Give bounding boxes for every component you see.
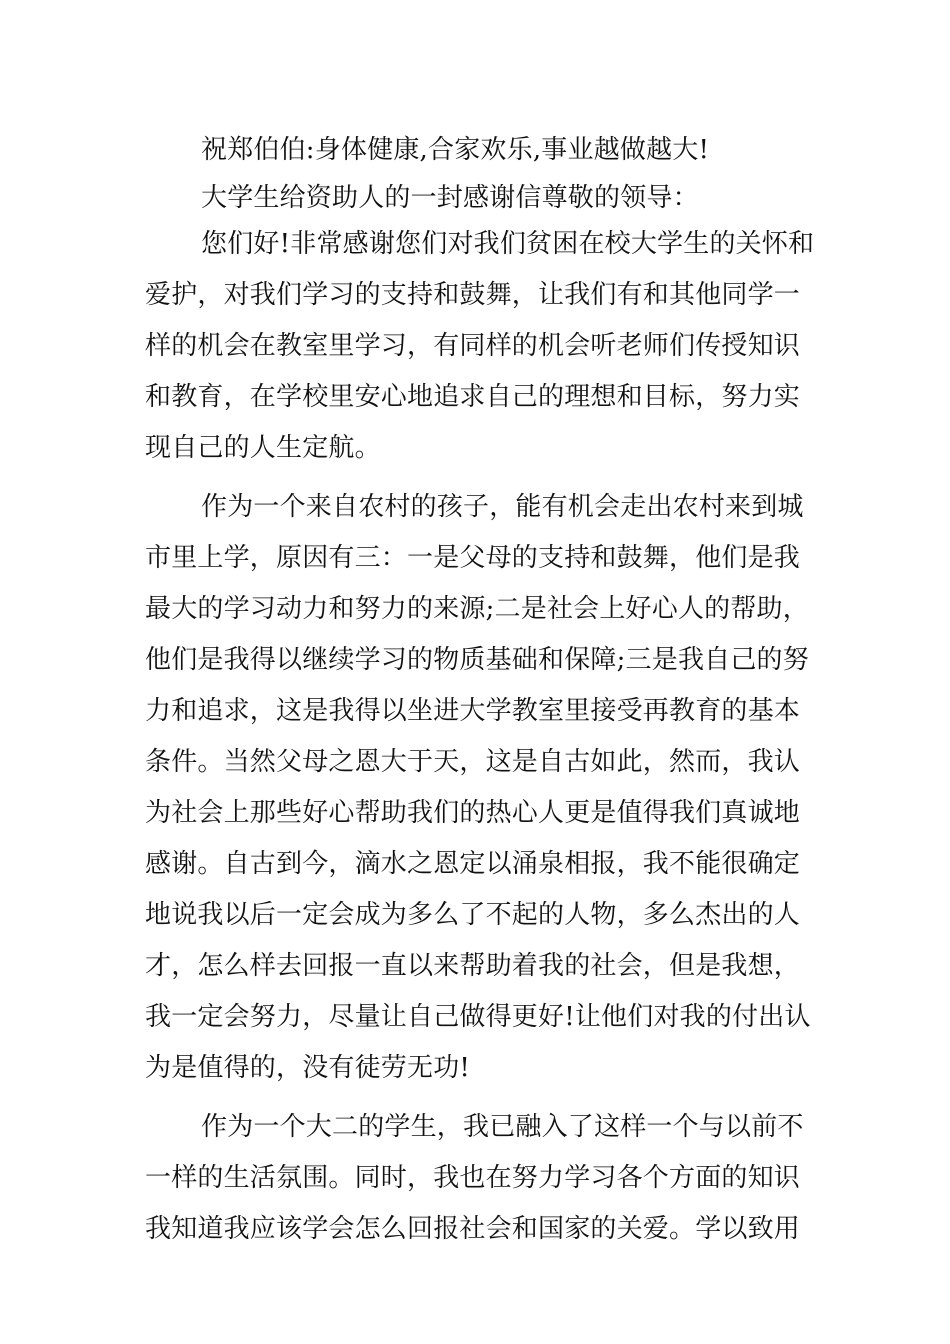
paragraph-3-line: 一样的生活氛围。同时，我也在努力学习各个方面的知识: [145, 1163, 801, 1193]
paragraph-2-line: 市里上学，原因有三：一是父母的支持和鼓舞，他们是我: [145, 543, 801, 573]
paragraph-spacer: [145, 479, 810, 487]
paragraph-3-line: 作为一个大二的学生，我已融入了这样一个与以前不: [201, 1112, 804, 1142]
paragraph-1-line: 爱护，对我们学习的支持和鼓舞，让我们有和其他同学一: [145, 280, 801, 310]
paragraph-2-line: 条件。当然父母之恩大于天，这是自古如此，然而，我认: [145, 747, 801, 777]
blessing-line: 祝郑伯伯:身体健康,合家欢乐,事业越做越大!: [201, 135, 710, 165]
letter-body: [145, 130, 815, 1260]
paragraph-2-line: 他们是我得以继续学习的物质基础和保障;三是我自己的努: [145, 645, 809, 675]
paragraph-3: [145, 1107, 810, 1260]
paragraph-2-line: 感谢。自古到今，滴水之恩定以涌泉相报，我不能很确定: [145, 849, 801, 879]
paragraph-1: [145, 224, 815, 479]
paragraph-1-line: 样的机会在教室里学习，有同样的机会听老师们传授知识: [145, 331, 801, 361]
paragraph-1-line: 现自己的人生定航。: [145, 433, 381, 463]
paragraph-2-line: 我一定会努力，尽量让自己做得更好!让他们对我的付出认: [145, 1002, 811, 1032]
paragraph-2-line: 才，怎么样去回报一直以来帮助着我的社会，但是我想，: [145, 951, 801, 981]
paragraph-2-line: 为社会上那些好心帮助我们的热心人更是值得我们真诚地: [145, 798, 801, 828]
paragraph-spacer: [145, 1099, 810, 1107]
paragraph-2: [145, 487, 810, 1099]
paragraph-2-line: 地说我以后一定会成为多么了不起的人物，多么杰出的人: [145, 900, 801, 930]
paragraph-1-line: 您们好!非常感谢您们对我们贫困在校大学生的关怀和: [201, 229, 815, 259]
paragraph-2-line: 力和追求，这是我得以坐进大学教室里接受再教育的基本: [145, 696, 801, 726]
paragraph-2-line: 最大的学习动力和努力的来源;二是社会上好心人的帮助，: [145, 594, 809, 624]
paragraph-2-line: 为是值得的，没有徒劳无功!: [145, 1053, 471, 1083]
letter-title-line: 大学生给资助人的一封感谢信尊敬的领导：: [201, 183, 699, 213]
paragraph-3-line: 我知道我应该学会怎么回报社会和国家的关爱。学以致用: [145, 1214, 801, 1244]
paragraph-1-line: 和教育，在学校里安心地追求自己的理想和目标，努力实: [145, 382, 801, 412]
paragraph-2-line: 作为一个来自农村的孩子，能有机会走出农村来到城: [201, 492, 804, 522]
